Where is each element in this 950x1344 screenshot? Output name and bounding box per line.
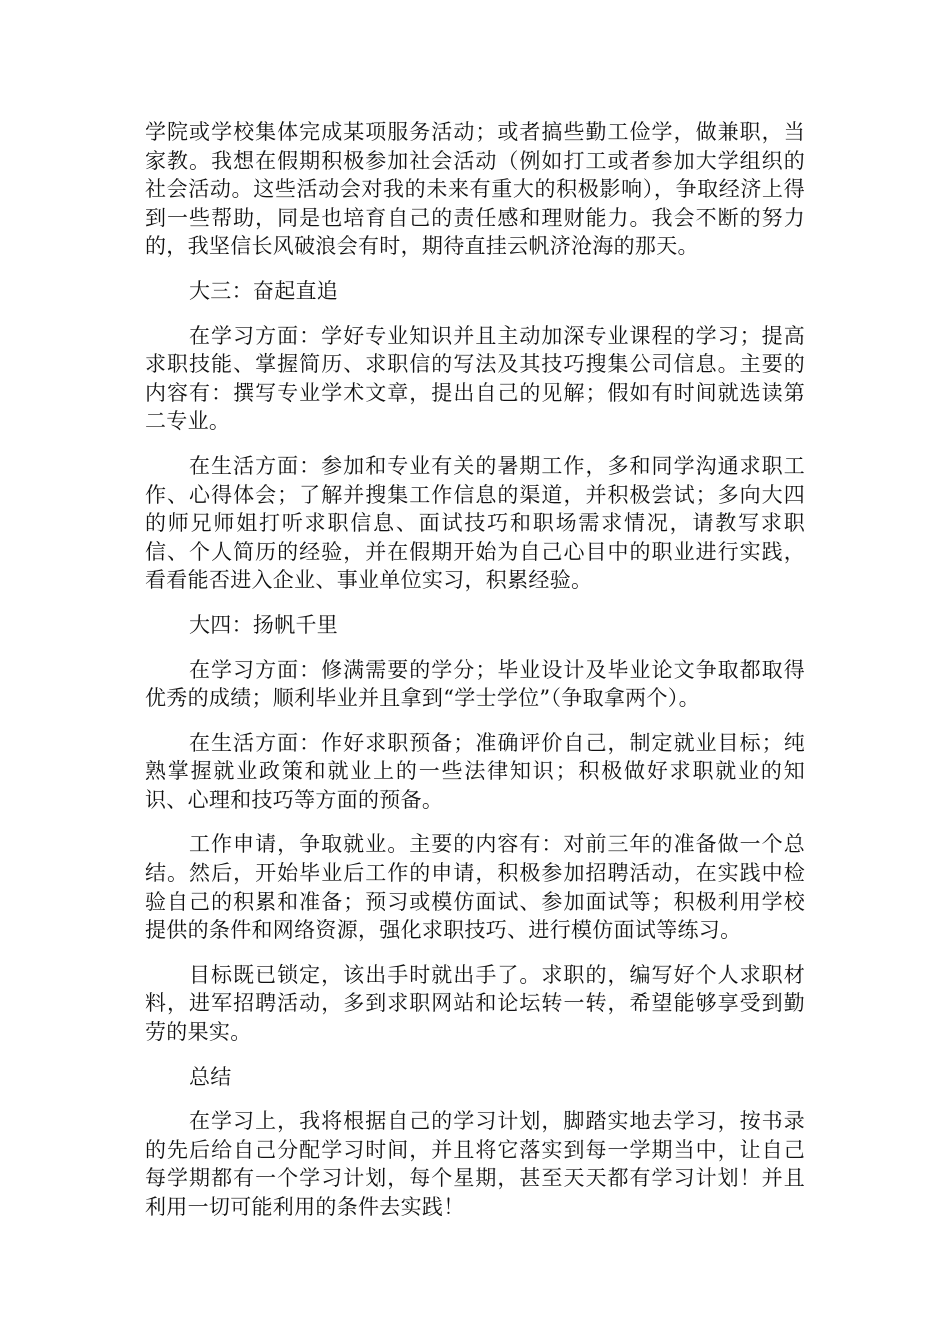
- paragraph-summary: 在学习上，我将根据自己的学习计划，脚踏实地去学习，按书录的先后给自己分配学习时间，并且将它落实到每一学期当中，让自己每学期都有一个学习计划，每个星期，甚至天天都有学习计划！并且利用一切可能利用的条件去实践！: [145, 1109, 805, 1219]
- paragraph-job-application: 工作申请，争取就业。主要的内容有：对前三年的准备做一个总结。然后，开始毕业后工作的申请，积极参加招聘活动，在实践中检验自己的积累和准备；预习或模仿面试、参加面试等；积极利用学校提供的条件和网络资源，强化求职技巧、进行模仿面试等练习。: [145, 832, 805, 943]
- paragraph-senior-study: 在学习方面：修满需要的学分；毕业设计及毕业论文争取都取得优秀的成绩；顺利毕业并且拿到“学士学位”（争取拿两个）。: [145, 657, 805, 711]
- section-heading-senior-year: 大四：扬帆千里: [189, 612, 339, 637]
- section-heading-summary: 总结: [189, 1064, 232, 1089]
- paragraph-junior-life: 在生活方面：参加和专业有关的暑期工作，多和同学沟通求职工作、心得体会；了解并搜集工作信息的渠道，并积极尝试；多向大四的师兄师姐打听求职信息、面试技巧和职场需求情况，请教写求职信、个人简历的经验，并在假期开始为自己心目中的职业进行实践，看看能否进入企业、事业单位实习，积累经验。: [145, 453, 805, 593]
- paragraph-senior-life: 在生活方面：作好求职预备；准确评价自己，制定就业目标；纯熟掌握就业政策和就业上的一些法律知识；积极做好求职就业的知识、心理和技巧等方面的预备。: [145, 730, 805, 812]
- section-heading-junior-year: 大三：奋起直追: [189, 278, 339, 303]
- document-page: [145, 118, 805, 1238]
- paragraph-junior-study: 在学习方面：学好专业知识并且主动加深专业课程的学习；提高求职技能、掌握简历、求职信的写法及其技巧搜集公司信息。主要的内容有：撰写专业学术文章，提出自己的见解；假如有时间就选读第二专业。: [145, 323, 805, 434]
- paragraph-job-hunting: 目标既已锁定，该出手时就出手了。求职的，编写好个人求职材料，进军招聘活动，多到求职网站和论坛转一转，希望能够享受到勤劳的果实。: [145, 962, 805, 1045]
- paragraph-intro-continuation: 学院或学校集体完成某项服务活动；或者搞些勤工俭学，做兼职，当家教。我想在假期积极参加社会活动（例如打工或者参加大学组织的社会活动。这些活动会对我的未来有重大的积极影响），争取经济上得到一些帮助，同是也培育自己的责任感和理财能力。我会不断的努力的，我坚信长风破浪会有时，期待直挂云帆济沧海的那天。: [145, 120, 805, 259]
